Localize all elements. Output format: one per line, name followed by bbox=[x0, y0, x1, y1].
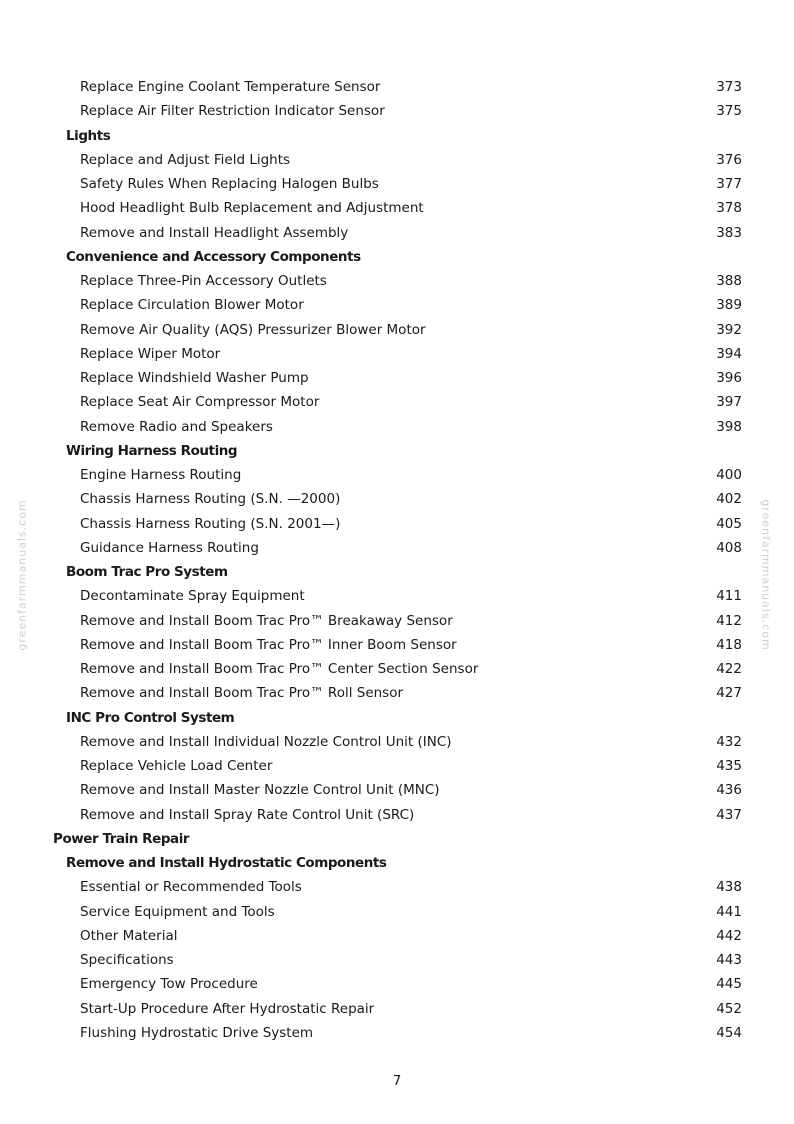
toc-entry-title: Replace Vehicle Load Center bbox=[80, 758, 273, 774]
toc-entry-title: Start-Up Procedure After Hydrostatic Repair bbox=[80, 1000, 375, 1017]
toc-section-heading[interactable] bbox=[0, 439, 794, 463]
toc-entry-title: Replace Seat Air Compressor Motor bbox=[80, 394, 320, 411]
toc-entry-title: Replace Circulation Blower Motor bbox=[80, 297, 304, 314]
toc-entry-title: Chassis Harness Routing (S.N. —2000) bbox=[80, 491, 341, 508]
toc-entry-page: 375 bbox=[716, 103, 742, 120]
watermark-right: greenfarmmanuals.com bbox=[759, 499, 773, 651]
toc-entry-title: Remove and Install Master Nozzle Control Unit (MNC) bbox=[80, 782, 440, 799]
toc-entry-title: Boom Trac Pro System bbox=[66, 564, 228, 580]
toc-entry-title: Hood Headlight Bulb Replacement and Adjustment bbox=[80, 200, 424, 217]
toc-entry-page: 441 bbox=[716, 903, 742, 920]
toc-entry-page: 443 bbox=[716, 952, 742, 968]
toc-entry-page: 396 bbox=[716, 370, 742, 386]
toc-entry[interactable] bbox=[0, 512, 794, 536]
toc-entry[interactable] bbox=[0, 657, 794, 681]
toc-entry-page: 436 bbox=[716, 782, 742, 799]
toc-entry[interactable] bbox=[0, 948, 794, 972]
toc-entry[interactable] bbox=[0, 75, 794, 99]
toc-entry-page: 397 bbox=[716, 394, 742, 411]
toc-entry-title: Decontaminate Spray Equipment bbox=[80, 588, 305, 605]
toc-entry-page: 400 bbox=[716, 467, 742, 483]
toc-entry-page: 373 bbox=[716, 79, 742, 95]
toc-entry[interactable] bbox=[0, 415, 794, 439]
toc-entry[interactable] bbox=[0, 342, 794, 366]
toc-entry-title: Remove Air Quality (AQS) Pressurizer Blower Motor bbox=[80, 321, 426, 338]
toc-section-heading[interactable] bbox=[0, 124, 794, 148]
toc-entry-page: 392 bbox=[716, 321, 742, 338]
watermark-left: greenfarmmanuals.com bbox=[15, 499, 29, 651]
toc-entry-title: Power Train Repair bbox=[53, 830, 190, 847]
toc-entry-page: 452 bbox=[716, 1000, 742, 1017]
toc-entry-page: 388 bbox=[716, 273, 742, 289]
toc-entry-page: 445 bbox=[716, 976, 742, 993]
toc-entry[interactable] bbox=[0, 463, 794, 487]
toc-entry-page: 376 bbox=[716, 151, 742, 168]
toc-entry[interactable] bbox=[0, 681, 794, 705]
toc-entry-title: Remove Radio and Speakers bbox=[80, 418, 273, 435]
toc-entry-title: Convenience and Accessory Components bbox=[66, 248, 361, 265]
toc-entry-page: 438 bbox=[716, 879, 742, 896]
toc-entry-title: Replace Windshield Washer Pump bbox=[80, 370, 309, 386]
toc-entry[interactable] bbox=[0, 900, 794, 924]
toc-entry[interactable] bbox=[0, 172, 794, 196]
toc-entry-page: 378 bbox=[716, 200, 742, 217]
toc-entry-title: Remove and Install Individual Nozzle Control Unit (INC) bbox=[80, 733, 452, 750]
toc-entry-title: Essential or Recommended Tools bbox=[80, 879, 302, 896]
toc-entry[interactable] bbox=[0, 221, 794, 245]
toc-entry[interactable] bbox=[0, 536, 794, 560]
toc-entry[interactable] bbox=[0, 196, 794, 220]
toc-entry[interactable] bbox=[0, 293, 794, 317]
toc-entry-title: Remove and Install Headlight Assembly bbox=[80, 224, 349, 241]
toc-entry-title: Remove and Install Spray Rate Control Unit (SRC) bbox=[80, 806, 415, 823]
toc-entry-page: 394 bbox=[716, 345, 742, 362]
toc-section-heading[interactable] bbox=[0, 245, 794, 269]
toc-entry[interactable] bbox=[0, 584, 794, 608]
toc-entry-title: Lights bbox=[66, 127, 111, 144]
toc-entry-page: 402 bbox=[716, 491, 742, 508]
toc-entry[interactable] bbox=[0, 609, 794, 633]
toc-entry-title: Remove and Install Boom Trac Pro™ Roll Sensor bbox=[80, 685, 404, 702]
toc-entry-title: Other Material bbox=[80, 927, 178, 944]
toc-entry-page: 422 bbox=[716, 661, 742, 677]
toc-entry-page: 398 bbox=[716, 418, 742, 435]
toc-entry-title: Guidance Harness Routing bbox=[80, 539, 259, 556]
toc-entry-title: Wiring Harness Routing bbox=[66, 442, 238, 459]
toc-entry-title: Chassis Harness Routing (S.N. 2001—) bbox=[80, 515, 341, 532]
toc-entry[interactable] bbox=[0, 972, 794, 996]
toc-entry-title: Remove and Install Boom Trac Pro™ Inner Boom Sensor bbox=[80, 636, 457, 653]
page-number: 7 bbox=[392, 1073, 402, 1089]
toc-entry-page: 389 bbox=[716, 297, 742, 314]
toc-entry[interactable] bbox=[0, 487, 794, 511]
toc-entry-page: 454 bbox=[716, 1024, 742, 1041]
toc-entry[interactable] bbox=[0, 924, 794, 948]
toc-entry-page: 418 bbox=[716, 636, 742, 653]
toc-entry[interactable] bbox=[0, 1021, 794, 1045]
toc-entry-page: 442 bbox=[716, 927, 742, 944]
toc-entry[interactable] bbox=[0, 318, 794, 342]
toc-entry[interactable] bbox=[0, 366, 794, 390]
toc-entry-page: 412 bbox=[716, 612, 742, 629]
toc-entry[interactable] bbox=[0, 148, 794, 172]
toc-section-heading[interactable] bbox=[0, 706, 794, 730]
toc-entry[interactable] bbox=[0, 730, 794, 754]
toc-entry-page: 411 bbox=[716, 588, 742, 605]
toc-entry-title: Safety Rules When Replacing Halogen Bulbs bbox=[80, 176, 379, 192]
table-of-contents bbox=[0, 75, 794, 1045]
toc-entry-page: 427 bbox=[716, 685, 742, 702]
toc-entry-title: Replace Engine Coolant Temperature Sensor bbox=[80, 79, 381, 95]
toc-entry[interactable] bbox=[0, 754, 794, 778]
toc-entry-title: Remove and Install Boom Trac Pro™ Center Section Sensor bbox=[80, 661, 479, 677]
toc-entry[interactable] bbox=[0, 875, 794, 899]
toc-entry[interactable] bbox=[0, 803, 794, 827]
toc-entry-title: Replace Three-Pin Accessory Outlets bbox=[80, 273, 327, 289]
toc-entry[interactable] bbox=[0, 997, 794, 1021]
toc-entry-title: Replace and Adjust Field Lights bbox=[80, 151, 291, 168]
toc-entry-page: 377 bbox=[716, 176, 742, 192]
toc-entry-page: 437 bbox=[716, 806, 742, 823]
toc-entry-title: Service Equipment and Tools bbox=[80, 903, 275, 920]
toc-entry-page: 383 bbox=[716, 224, 742, 241]
toc-entry-title: Emergency Tow Procedure bbox=[80, 976, 258, 993]
toc-section-heading[interactable] bbox=[0, 851, 794, 875]
toc-entry-title: Replace Air Filter Restriction Indicator Sensor bbox=[80, 103, 385, 120]
toc-entry[interactable] bbox=[0, 633, 794, 657]
toc-entry[interactable] bbox=[0, 778, 794, 802]
toc-entry[interactable] bbox=[0, 99, 794, 123]
toc-entry-page: 405 bbox=[716, 515, 742, 532]
toc-entry-page: 435 bbox=[716, 758, 742, 774]
toc-chapter-heading[interactable] bbox=[0, 827, 794, 851]
toc-entry-title: Specifications bbox=[80, 952, 174, 968]
toc-entry-title: INC Pro Control System bbox=[66, 709, 235, 726]
toc-entry[interactable] bbox=[0, 269, 794, 293]
toc-section-heading[interactable] bbox=[0, 560, 794, 584]
toc-entry-page: 432 bbox=[716, 733, 742, 750]
toc-entry[interactable] bbox=[0, 390, 794, 414]
toc-entry-title: Remove and Install Hydrostatic Components bbox=[66, 855, 387, 871]
toc-entry-title: Replace Wiper Motor bbox=[80, 345, 221, 362]
toc-entry-title: Flushing Hydrostatic Drive System bbox=[80, 1024, 314, 1041]
toc-entry-title: Remove and Install Boom Trac Pro™ Breakaway Sensor bbox=[80, 612, 453, 629]
toc-entry-title: Engine Harness Routing bbox=[80, 467, 242, 483]
toc-entry-page: 408 bbox=[716, 539, 742, 556]
